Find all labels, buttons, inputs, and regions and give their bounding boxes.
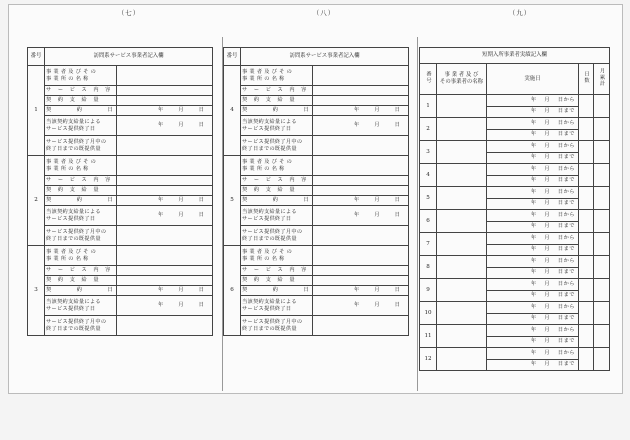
field-label-content: サ ー ビ ス 内 容 [241, 176, 313, 186]
section-title-7: （七） [117, 9, 141, 17]
visit-row [224, 296, 409, 316]
field-label-provider: 事 業 者 及 び そ の 事 業 所 の 名 称 [45, 156, 117, 176]
field-value-end-date[interactable]: 年 月 日 [313, 116, 409, 136]
field-label-end-date: 当該契約支給量による サービス提供終了日 [241, 296, 313, 316]
visit-row [28, 206, 213, 226]
field-label-used: サービス提供終了月中の 終了日までの既提供量 [45, 316, 117, 336]
shortstay-row [420, 325, 610, 337]
date-from[interactable]: 年 月 日から [487, 95, 579, 107]
field-label-end-date: 当該契約支給量による サービス提供終了日 [241, 116, 313, 136]
visit-row [224, 316, 409, 336]
date-to[interactable]: 年 月 日まで [487, 267, 579, 279]
field-value-amount[interactable] [117, 186, 213, 196]
field-value-used[interactable] [313, 136, 409, 156]
field-label-used: サービス提供終了月中の 終了日までの既提供量 [241, 226, 313, 246]
section-title-9: （九） [508, 9, 532, 17]
shortstay-table [419, 47, 610, 371]
month-total-cell[interactable] [594, 210, 610, 233]
column-divider [417, 37, 418, 391]
field-label-amount: 契 約 支 給 量 [45, 276, 117, 286]
date-to[interactable]: 年 月 日まで [487, 221, 579, 233]
field-label-used: サービス提供終了月中の 終了日までの既提供量 [45, 136, 117, 156]
field-value-amount[interactable] [313, 96, 409, 106]
visit-row [28, 286, 213, 296]
days-cell[interactable] [579, 279, 594, 302]
field-value-content[interactable] [313, 266, 409, 276]
days-cell[interactable] [579, 302, 594, 325]
days-cell[interactable] [579, 348, 594, 371]
shortstay-row [420, 95, 610, 107]
date-from[interactable]: 年 月 日から [487, 187, 579, 199]
provider-cell[interactable] [437, 279, 487, 302]
visit-row [224, 286, 409, 296]
col-date-header: 実施日 [487, 64, 579, 95]
visit-row [224, 226, 409, 246]
days-cell[interactable] [579, 164, 594, 187]
shortstay-row [420, 210, 610, 222]
field-value-amount[interactable] [117, 96, 213, 106]
visit-row [28, 246, 213, 266]
field-value-provider[interactable] [117, 66, 213, 86]
field-label-contract-date: 契 約 日 [241, 286, 313, 296]
visit-row [224, 156, 409, 176]
month-total-cell[interactable] [594, 325, 610, 348]
field-value-contract-date[interactable]: 年 月 日 [117, 106, 213, 116]
field-label-amount: 契 約 支 給 量 [241, 276, 313, 286]
shortstay-header: 短期入所事業者実績記入欄 [420, 48, 610, 64]
month-total-cell[interactable] [594, 302, 610, 325]
visit-row [28, 116, 213, 136]
visit-provider-header: 訪問系サービス事業者記入欄 [45, 48, 213, 66]
entry-number: 3 [420, 141, 437, 164]
entry-number: 7 [420, 233, 437, 256]
entry-number: 4 [420, 164, 437, 187]
shortstay-row [420, 118, 610, 130]
field-value-end-date[interactable]: 年 月 日 [117, 206, 213, 226]
visit-row [28, 156, 213, 176]
field-value-contract-date[interactable]: 年 月 日 [117, 196, 213, 206]
shortstay-row [420, 141, 610, 153]
provider-cell[interactable] [437, 210, 487, 233]
provider-cell[interactable] [437, 164, 487, 187]
visit-row [224, 66, 409, 86]
visit-row [28, 226, 213, 246]
visit-row [28, 136, 213, 156]
provider-cell[interactable] [437, 302, 487, 325]
days-cell[interactable] [579, 256, 594, 279]
visit-row [224, 196, 409, 206]
field-label-used: サービス提供終了月中の 終了日までの既提供量 [241, 136, 313, 156]
field-value-content[interactable] [313, 86, 409, 96]
days-cell[interactable] [579, 187, 594, 210]
date-from[interactable]: 年 月 日から [487, 325, 579, 337]
days-cell[interactable] [579, 95, 594, 118]
field-value-amount[interactable] [313, 186, 409, 196]
field-label-provider: 事 業 者 及 び そ の 事 業 所 の 名 称 [241, 156, 313, 176]
entry-number: 11 [420, 325, 437, 348]
visit-row [28, 296, 213, 316]
field-value-contract-date[interactable]: 年 月 日 [313, 106, 409, 116]
field-label-contract-date: 契 約 日 [241, 196, 313, 206]
visit-row [28, 66, 213, 86]
date-to[interactable]: 年 月 日まで [487, 129, 579, 141]
date-from[interactable]: 年 月 日から [487, 164, 579, 176]
month-total-cell[interactable] [594, 233, 610, 256]
shortstay-row [420, 187, 610, 199]
field-value-content[interactable] [117, 176, 213, 186]
visit-row [224, 136, 409, 156]
month-total-cell[interactable] [594, 256, 610, 279]
field-value-amount[interactable] [313, 276, 409, 286]
field-value-used[interactable] [117, 136, 213, 156]
provider-cell[interactable] [437, 348, 487, 371]
field-label-used: サービス提供終了月中の 終了日までの既提供量 [45, 226, 117, 246]
date-to[interactable]: 年 月 日まで [487, 244, 579, 256]
field-label-content: サ ー ビ ス 内 容 [45, 176, 117, 186]
date-to[interactable]: 年 月 日まで [487, 198, 579, 210]
visit-row [224, 206, 409, 226]
entry-number: 6 [420, 210, 437, 233]
field-label-provider: 事 業 者 及 び そ の 事 業 所 の 名 称 [45, 66, 117, 86]
field-value-content[interactable] [117, 86, 213, 96]
field-label-content: サ ー ビ ス 内 容 [241, 86, 313, 96]
field-value-contract-date[interactable]: 年 月 日 [313, 286, 409, 296]
month-total-cell[interactable] [594, 187, 610, 210]
date-to[interactable]: 年 月 日まで [487, 106, 579, 118]
entry-number: 10 [420, 302, 437, 325]
col-number-header: 番号 [224, 48, 241, 66]
field-label-end-date: 当該契約支給量による サービス提供終了日 [45, 206, 117, 226]
visit-row [224, 266, 409, 276]
entry-number: 2 [28, 156, 45, 246]
field-value-content[interactable] [117, 266, 213, 276]
field-value-contract-date[interactable]: 年 月 日 [117, 286, 213, 296]
visit-provider-header: 訪問系サービス事業者記入欄 [241, 48, 409, 66]
field-label-provider: 事 業 者 及 び そ の 事 業 所 の 名 称 [45, 246, 117, 266]
field-value-end-date[interactable]: 年 月 日 [313, 296, 409, 316]
entry-number: 1 [420, 95, 437, 118]
shortstay-row [420, 256, 610, 268]
field-value-contract-date[interactable]: 年 月 日 [313, 196, 409, 206]
visit-row [28, 96, 213, 106]
days-cell[interactable] [579, 233, 594, 256]
section-title-8: （八） [312, 9, 336, 17]
entry-number: 2 [420, 118, 437, 141]
field-label-amount: 契 約 支 給 量 [45, 96, 117, 106]
shortstay-row [420, 279, 610, 291]
field-value-provider[interactable] [117, 156, 213, 176]
days-cell[interactable] [579, 210, 594, 233]
field-label-end-date: 当該契約支給量による サービス提供終了日 [45, 116, 117, 136]
month-total-cell[interactable] [594, 141, 610, 164]
date-from[interactable]: 年 月 日から [487, 118, 579, 130]
provider-cell[interactable] [437, 187, 487, 210]
field-value-amount[interactable] [117, 276, 213, 286]
date-to[interactable]: 年 月 日まで [487, 175, 579, 187]
visit-row [224, 276, 409, 286]
field-value-end-date[interactable]: 年 月 日 [117, 296, 213, 316]
provider-cell[interactable] [437, 141, 487, 164]
col-days-header: 日数 [579, 64, 594, 95]
date-from[interactable]: 年 月 日から [487, 348, 579, 360]
field-value-used[interactable] [313, 316, 409, 336]
visit-row [224, 246, 409, 266]
month-total-cell[interactable] [594, 118, 610, 141]
date-from[interactable]: 年 月 日から [487, 279, 579, 291]
visit-service-table-8 [223, 47, 409, 336]
field-value-used[interactable] [117, 316, 213, 336]
month-total-cell[interactable] [594, 348, 610, 371]
date-from[interactable]: 年 月 日から [487, 256, 579, 268]
visit-row [28, 276, 213, 286]
entry-number: 1 [28, 66, 45, 156]
field-label-amount: 契 約 支 給 量 [241, 96, 313, 106]
visit-row [224, 96, 409, 106]
field-label-contract-date: 契 約 日 [45, 196, 117, 206]
visit-row [224, 176, 409, 186]
field-value-used[interactable] [117, 226, 213, 246]
field-value-provider[interactable] [117, 246, 213, 266]
entry-number: 5 [420, 187, 437, 210]
date-from[interactable]: 年 月 日から [487, 233, 579, 245]
provider-cell[interactable] [437, 118, 487, 141]
visit-row [28, 86, 213, 96]
provider-cell[interactable] [437, 233, 487, 256]
month-total-cell[interactable] [594, 164, 610, 187]
visit-service-table-7 [27, 47, 213, 336]
entry-number: 12 [420, 348, 437, 371]
date-to[interactable]: 年 月 日まで [487, 336, 579, 348]
provider-cell[interactable] [437, 325, 487, 348]
shortstay-row [420, 164, 610, 176]
days-cell[interactable] [579, 325, 594, 348]
field-value-end-date[interactable]: 年 月 日 [313, 206, 409, 226]
visit-row [28, 186, 213, 196]
field-value-content[interactable] [313, 176, 409, 186]
col-provider-header: 事 業 者 及 び その事業者の名称 [437, 64, 487, 95]
visit-row [28, 176, 213, 186]
days-cell[interactable] [579, 118, 594, 141]
visit-row [224, 116, 409, 136]
date-from[interactable]: 年 月 日から [487, 141, 579, 153]
date-to[interactable]: 年 月 日まで [487, 290, 579, 302]
field-label-amount: 契 約 支 給 量 [45, 186, 117, 196]
col-number-header: 番号 [420, 64, 437, 95]
field-value-provider[interactable] [313, 246, 409, 266]
date-to[interactable]: 年 月 日まで [487, 152, 579, 164]
field-label-used: サービス提供終了月中の 終了日までの既提供量 [241, 316, 313, 336]
field-label-amount: 契 約 支 給 量 [241, 186, 313, 196]
date-from[interactable]: 年 月 日から [487, 302, 579, 314]
entry-number: 3 [28, 246, 45, 336]
field-label-contract-date: 契 約 日 [241, 106, 313, 116]
visit-row [28, 196, 213, 206]
days-cell[interactable] [579, 141, 594, 164]
date-to[interactable]: 年 月 日まで [487, 359, 579, 371]
shortstay-row [420, 302, 610, 314]
field-value-provider[interactable] [313, 156, 409, 176]
field-label-content: サ ー ビ ス 内 容 [241, 266, 313, 276]
col-month-total-header: 月累計 [594, 64, 610, 95]
month-total-cell[interactable] [594, 95, 610, 118]
field-value-used[interactable] [313, 226, 409, 246]
visit-row [224, 186, 409, 196]
field-label-provider: 事 業 者 及 び そ の 事 業 所 の 名 称 [241, 66, 313, 86]
visit-row [224, 86, 409, 96]
visit-row [224, 106, 409, 116]
entry-number: 4 [224, 66, 241, 156]
shortstay-row [420, 233, 610, 245]
shortstay-row [420, 348, 610, 360]
field-value-provider[interactable] [313, 66, 409, 86]
field-label-provider: 事 業 者 及 び そ の 事 業 所 の 名 称 [241, 246, 313, 266]
field-value-end-date[interactable]: 年 月 日 [117, 116, 213, 136]
entry-number: 8 [420, 256, 437, 279]
field-label-content: サ ー ビ ス 内 容 [45, 266, 117, 276]
date-from[interactable]: 年 月 日から [487, 210, 579, 222]
visit-row [28, 316, 213, 336]
date-to[interactable]: 年 月 日まで [487, 313, 579, 325]
field-label-contract-date: 契 約 日 [45, 106, 117, 116]
field-label-contract-date: 契 約 日 [45, 286, 117, 296]
entry-number: 5 [224, 156, 241, 246]
form-page [8, 4, 623, 394]
visit-row [28, 106, 213, 116]
provider-cell[interactable] [437, 256, 487, 279]
col-number-header: 番号 [28, 48, 45, 66]
provider-cell[interactable] [437, 95, 487, 118]
entry-number: 6 [224, 246, 241, 336]
month-total-cell[interactable] [594, 279, 610, 302]
visit-row [28, 266, 213, 276]
field-label-content: サ ー ビ ス 内 容 [45, 86, 117, 96]
entry-number: 9 [420, 279, 437, 302]
field-label-end-date: 当該契約支給量による サービス提供終了日 [241, 206, 313, 226]
field-label-end-date: 当該契約支給量による サービス提供終了日 [45, 296, 117, 316]
